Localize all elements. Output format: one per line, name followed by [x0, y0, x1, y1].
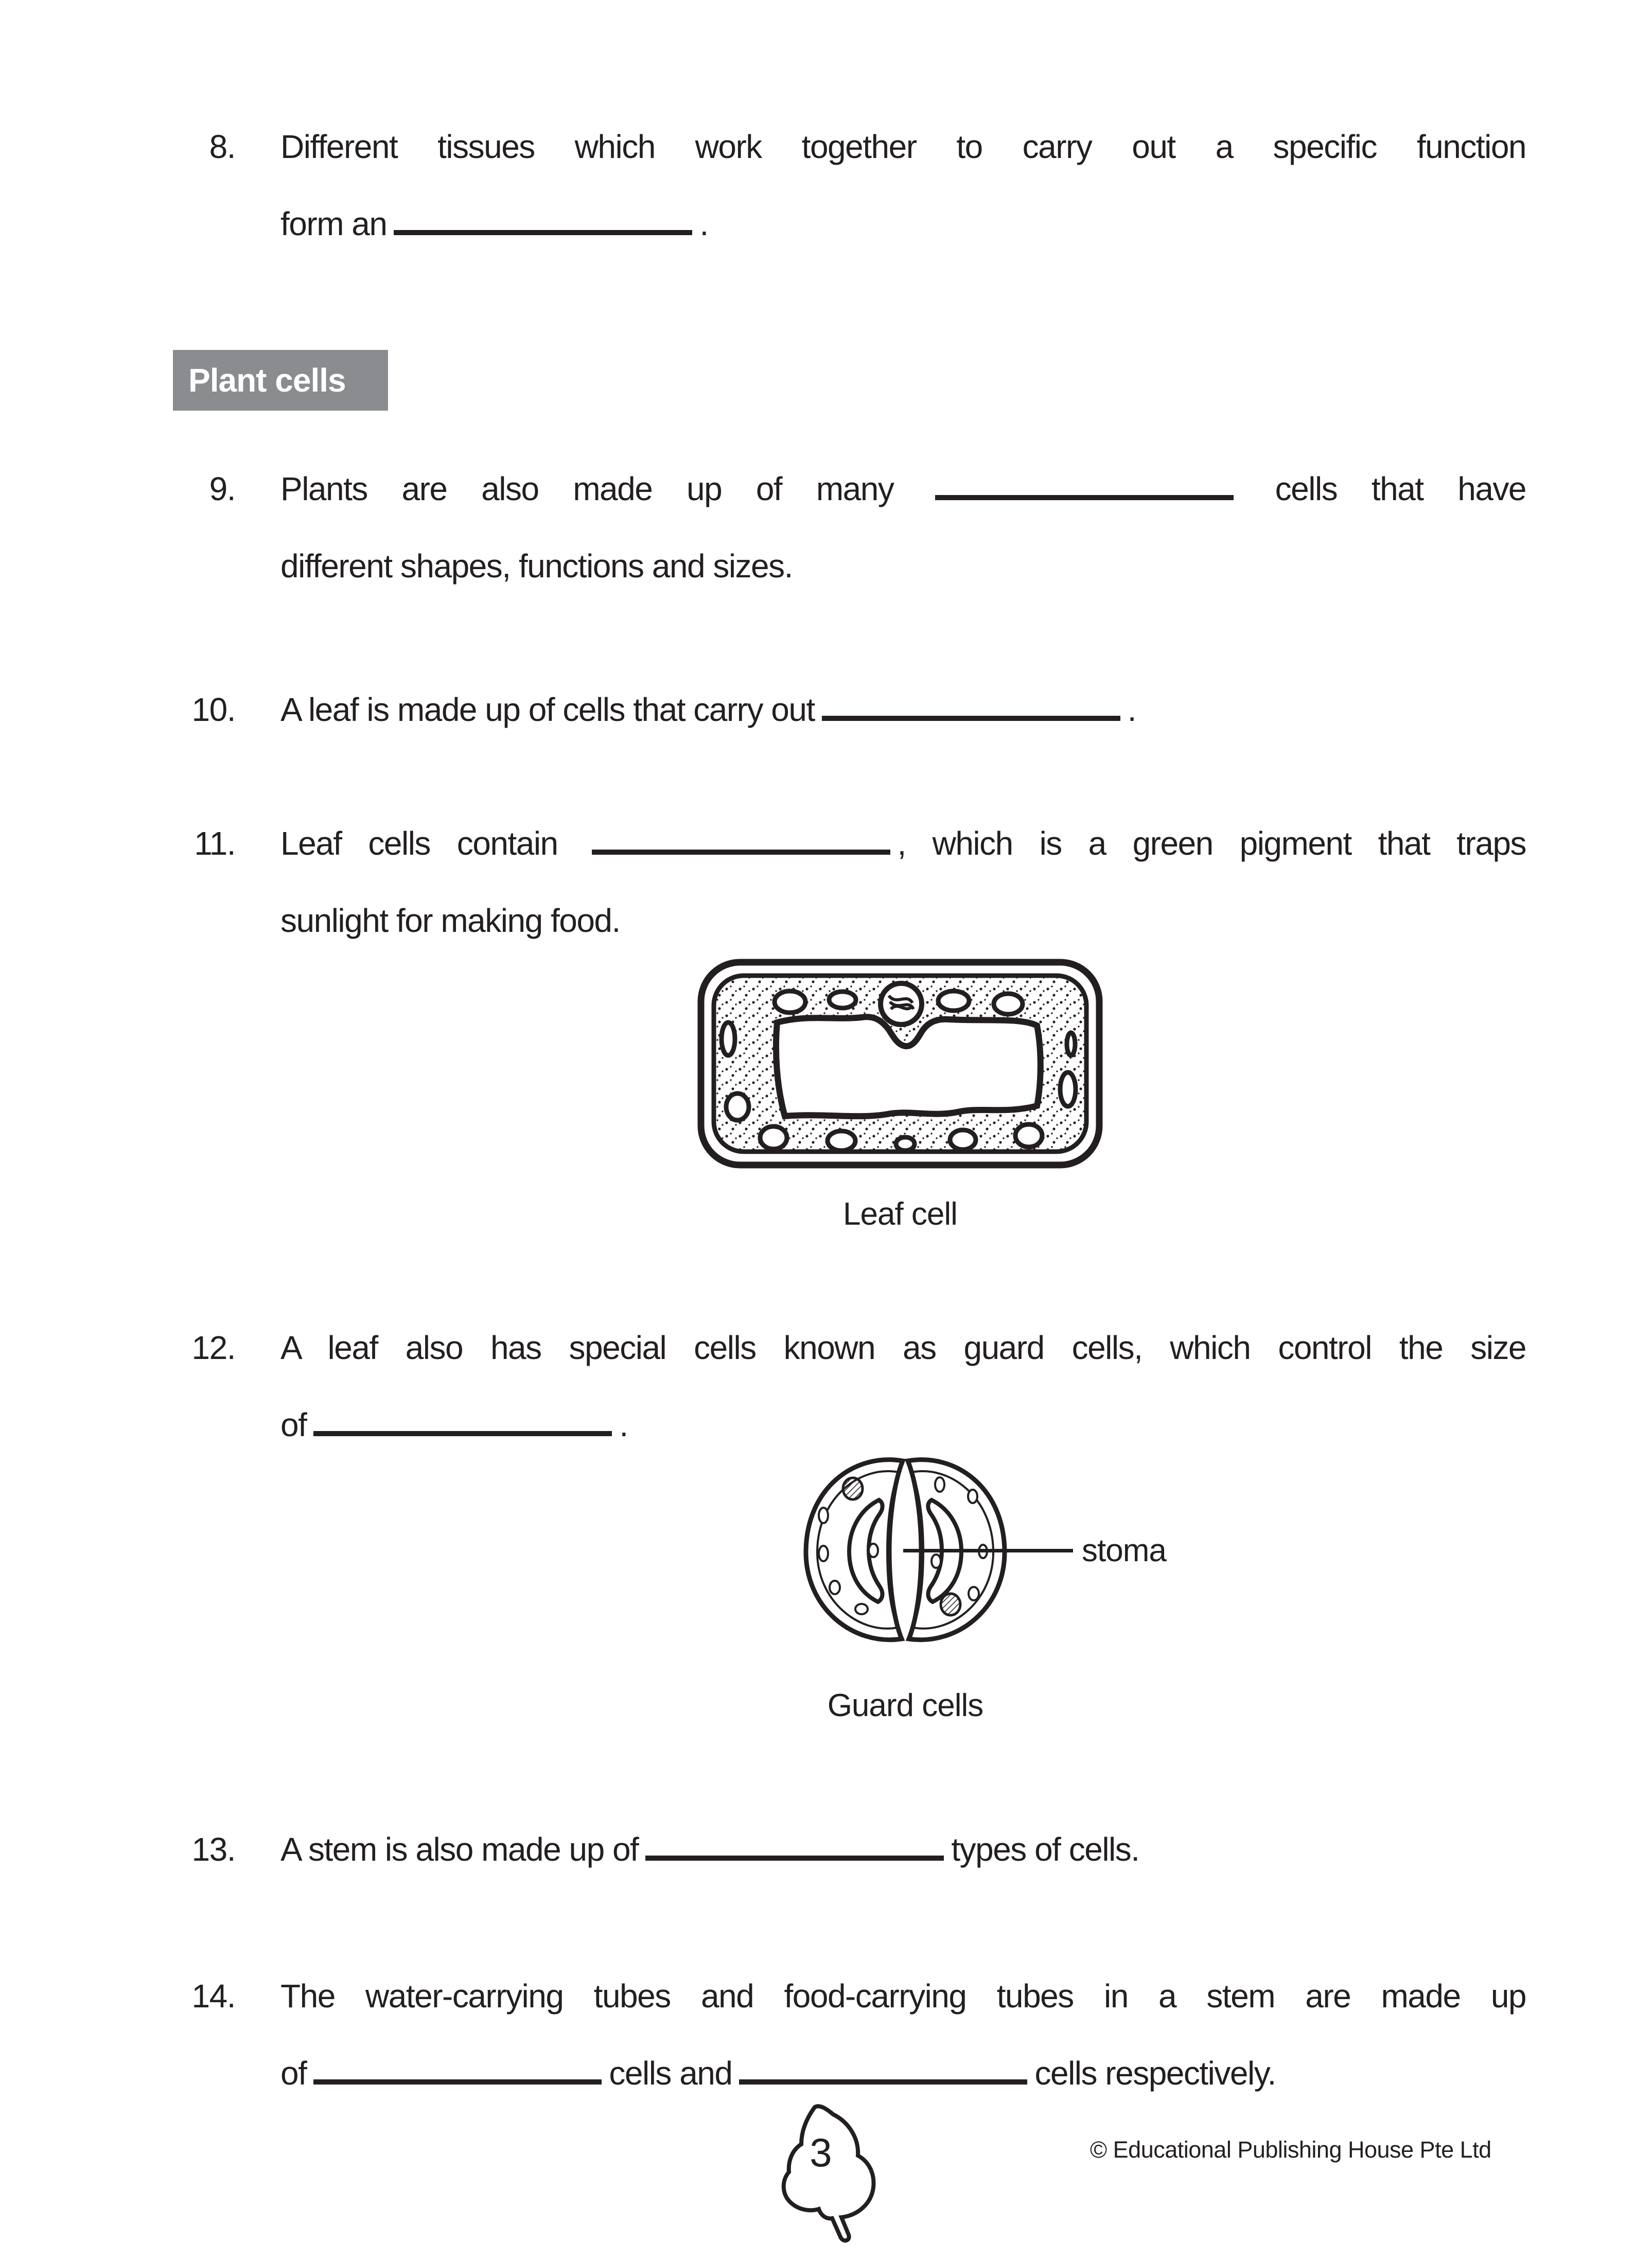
nucleus [881, 983, 922, 1025]
stoma-pointer-line [903, 1549, 1073, 1552]
answer-blank [739, 2074, 1027, 2085]
leaf-cell-figure [697, 959, 1103, 1169]
question-number: 9. [209, 470, 235, 507]
question-12-line-2: of . [280, 1406, 628, 1443]
question-11-line-1: Leaf cells contain , which is a green pigment that traps [280, 825, 1526, 862]
question-number: 12. [191, 1329, 235, 1366]
answer-blank [394, 225, 692, 235]
stoma-label: stoma [1082, 1533, 1166, 1568]
question-10-line-1: A leaf is made up of cells that carry out . [280, 691, 1136, 728]
question-number: 11. [194, 825, 235, 862]
question-14 [188, 1957, 1526, 2112]
question-11-line-2: sunlight for making food. [280, 902, 620, 939]
question-9 [188, 450, 1526, 605]
question-number: 13. [191, 1831, 235, 1868]
question-number: 10. [191, 691, 235, 728]
question-9-line-1: Plants are also made up of many cells that have [280, 470, 1526, 507]
answer-blank [313, 2074, 602, 2085]
question-14-line-2: of cells and cells respectively. [280, 2055, 1276, 2092]
copyright-notice: © Educational Publishing House Pte Ltd [1090, 2137, 1491, 2163]
section-header-plant-cells: Plant cells [173, 350, 388, 411]
question-8 [188, 108, 1526, 262]
question-11 [188, 805, 1526, 959]
answer-blank [592, 844, 890, 855]
answer-blank [645, 1850, 944, 1861]
question-14-line-1: The water-carrying tubes and food-carrying tubes in a stem are made up [280, 1978, 1526, 2015]
question-number: 8. [209, 128, 235, 165]
question-number: 14. [191, 1978, 235, 2015]
question-8-line-1: Different tissues which work together to carry out a specific function [280, 128, 1526, 165]
nucleus [843, 1478, 863, 1499]
question-8-line-2: form an . [280, 205, 708, 242]
answer-blank [822, 711, 1120, 721]
question-12-line-1: A leaf also has special cells known as guard cells, which control the size [280, 1329, 1526, 1366]
leaf-icon [765, 2102, 891, 2251]
guard-cell-left [806, 1460, 903, 1640]
answer-blank [313, 1426, 612, 1436]
question-13 [188, 1811, 1526, 1888]
page-number-leaf [765, 2102, 891, 2251]
answer-blank [935, 490, 1234, 500]
guard-cells-caption: Guard cells [827, 1688, 983, 1723]
question-12 [188, 1309, 1526, 1463]
question-13-line-1: A stem is also made up of types of cells. [280, 1831, 1139, 1868]
leaf-cell-diagram [697, 959, 1103, 1169]
page-number: 3 [810, 2130, 832, 2175]
question-9-line-2: different shapes, functions and sizes. [280, 548, 793, 585]
leaf-cell-caption: Leaf cell [843, 1196, 957, 1232]
question-10 [188, 671, 1526, 748]
nucleus [941, 1594, 960, 1615]
